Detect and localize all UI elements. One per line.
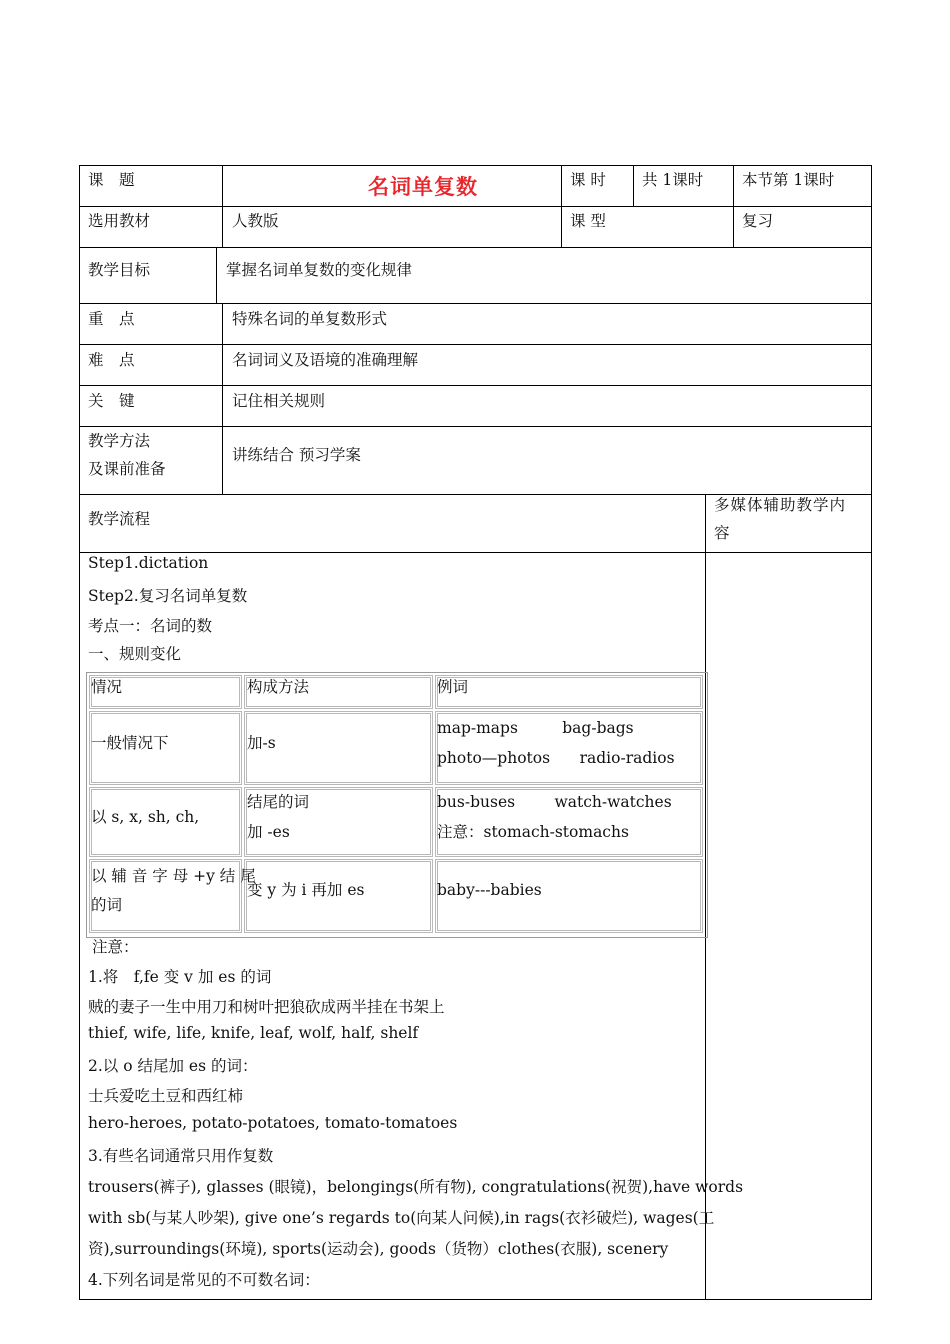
note-1-words: thief, wife, life, knife, leaf, wolf, half, shelf (88, 1024, 419, 1042)
note-1-mnemonic: 贼的妻子一生中用刀和树叶把狼砍成两半挂在书架上 (88, 998, 445, 1016)
textbook-label: 选用教材 (88, 212, 151, 230)
media-label-2: 容 (714, 524, 730, 542)
note-3-line-1: trousers(裤子), glasses (眼镜)，belongings(所有物), congratulations(祝贺),have words (88, 1178, 744, 1196)
difficulty-label: 难 点 (88, 351, 135, 369)
page-title: 名词单复数 (368, 174, 478, 199)
method-value: 讲练结合 预习学案 (232, 446, 361, 464)
hours-label: 课 时 (570, 171, 606, 189)
method-label-2: 及课前准备 (88, 460, 166, 478)
difficulty-value: 名词词义及语境的准确理解 (232, 351, 419, 369)
media-label-1: 多媒体辅助教学内 (714, 496, 847, 514)
row1-method: 加-s (247, 734, 276, 752)
method-label-1: 教学方法 (88, 432, 151, 450)
row2-example-1: bus-buses watch-watches (437, 793, 672, 811)
goal-value: 掌握名词单复数的变化规律 (226, 261, 413, 279)
row2-case: 以 s, x, sh, ch, (91, 808, 200, 826)
topic-label: 课 题 (88, 171, 135, 189)
goal-label: 教学目标 (88, 261, 151, 279)
row3-method: 变 y 为 i 再加 es (247, 881, 365, 899)
type-value: 复习 (742, 212, 774, 230)
note-3-line-3: 资),surroundings(环境), sports(运动会), goods（货物）clothes(衣服), scenery (88, 1240, 669, 1258)
textbook-value: 人教版 (232, 212, 279, 230)
note-1: 1.将 f,fe 变 v 加 es 的词 (88, 968, 272, 986)
note-heading: 注意： (92, 938, 139, 956)
rule1: 一、规则变化 (88, 645, 182, 663)
note-3: 3.有些名词通常只用作复数 (88, 1147, 274, 1165)
row1-example-2: photo—photos radio-radios (437, 749, 675, 767)
row3-case-1: 以 辅 音 字 母 +y 结 尾 (91, 867, 256, 885)
col-header-case: 情况 (91, 678, 123, 696)
row1-case: 一般情况下 (91, 734, 169, 752)
focus-label: 重 点 (88, 310, 135, 328)
row3-example-1: baby---babies (437, 881, 542, 899)
type-label: 课 型 (570, 212, 606, 230)
step2: Step2.复习名词单复数 (88, 587, 248, 605)
row2-method-2: 加 -es (247, 823, 290, 841)
point1: 考点一：名词的数 (88, 617, 213, 635)
focus-value: 特殊名词的单复数形式 (232, 310, 388, 328)
note-3-line-2: with sb(与某人吵架), give one’s regards to(向某人问候),in rags(衣衫破烂), wages(工 (88, 1209, 715, 1227)
key-value: 记住相关规则 (232, 392, 326, 410)
note-2-mnemonic: 士兵爱吃土豆和西红柿 (88, 1087, 244, 1105)
col-header-example: 例词 (437, 678, 469, 696)
row2-method-1: 结尾的词 (247, 793, 310, 811)
col-header-method: 构成方法 (247, 678, 310, 696)
hours-current: 本节第 1课时 (742, 171, 835, 189)
note-2-words: hero-heroes, potato-potatoes, tomato-tomatoes (88, 1114, 458, 1132)
note-2: 2.以 o 结尾加 es 的词： (88, 1057, 258, 1075)
note-4: 4.下列名词是常见的不可数名词： (88, 1271, 320, 1289)
process-label: 教学流程 (88, 510, 151, 528)
row3-case-2: 的词 (91, 896, 123, 914)
row1-example-1: map-maps bag-bags (437, 719, 634, 737)
row2-example-2: 注意：stomach-stomachs (437, 823, 629, 841)
hours-total: 共 1课时 (642, 171, 704, 189)
key-label: 关 键 (88, 392, 135, 410)
step1: Step1.dictation (88, 554, 209, 572)
